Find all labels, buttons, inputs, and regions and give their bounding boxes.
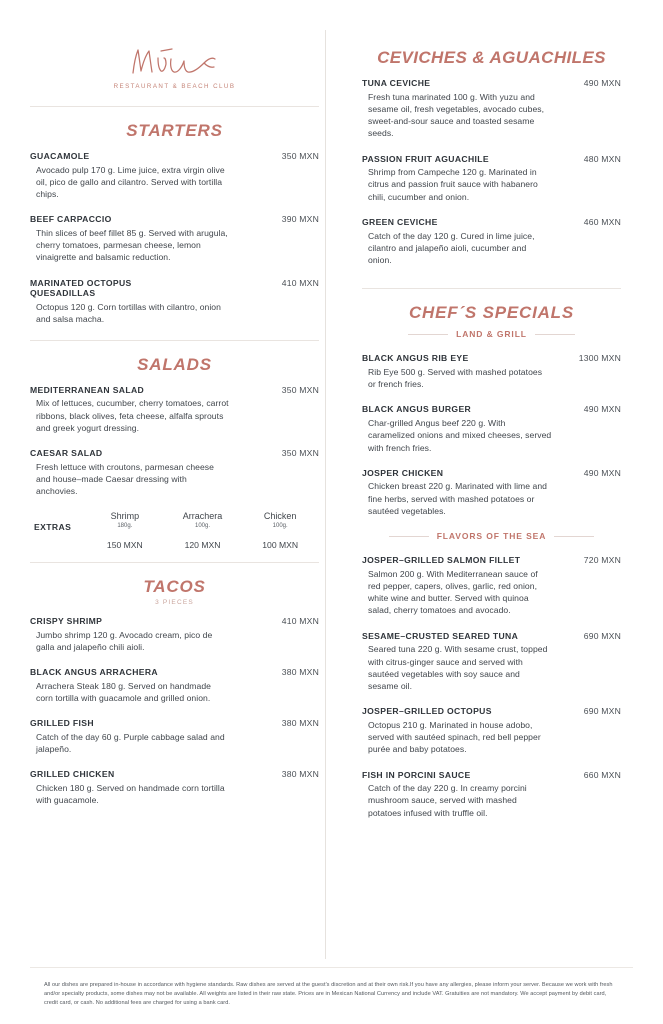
menu-item-name: JOSPER–GRILLED OCTOPUS	[362, 706, 492, 717]
extras-option-name: Shrimp	[110, 511, 140, 522]
menu-item	[362, 555, 621, 617]
menu-item-header	[362, 631, 621, 642]
extras-option-name: Arrachera	[182, 511, 223, 522]
section-header-chefs-specials	[362, 303, 621, 323]
menu-item-header	[30, 718, 319, 729]
menu-left-column	[30, 30, 325, 967]
rule-left	[408, 334, 448, 335]
menu-item-name: MARINATED OCTOPUS QUESADILLAS	[30, 277, 132, 299]
extras-option-price: 150 MXN	[106, 540, 143, 551]
menu-item	[30, 667, 319, 704]
menu-item-name: FISH IN PORCINI SAUCE	[362, 769, 471, 780]
menu-item	[30, 385, 319, 434]
menu-item	[362, 154, 621, 203]
menu-item-price: 490 MXN	[583, 467, 621, 478]
menu-item-description: Jumbo shrimp 120 g. Avocado cream, pico de galla and jalapeño chili aioli.	[36, 629, 213, 652]
brand-tagline: RESTAURANT & BEACH CLUB	[113, 83, 236, 90]
menu-item-description: Octopus 210 g. Marinated in house adobo, served with sautéed spinach, red bell pepper purée and baby potatoes.	[368, 719, 541, 755]
menu-item-price: 380 MXN	[281, 718, 319, 729]
divider	[362, 288, 621, 289]
menu-item-name: JOSPER CHICKEN	[362, 467, 444, 478]
menu-item-name: SESAME–CRUSTED SEARED TUNA	[362, 630, 519, 641]
subsection-header-land-and-grill	[362, 329, 621, 339]
subsection-label: LAND & GRILL	[456, 329, 527, 340]
extras-option-name: Chicken	[263, 511, 297, 522]
menu-item	[362, 217, 621, 266]
menu-item-header	[30, 278, 319, 299]
rule-left	[389, 536, 429, 537]
extras-option-weight: 180g.	[117, 523, 133, 530]
menu-item-description: Fresh tuna marinated 100 g. With yuzu and sesame oil, fresh vegetables, avocado cubes, sweet-and-sour sauce and toasted sesame seeds.	[368, 91, 545, 139]
divider	[30, 106, 319, 107]
menu-item-name: PASSION FRUIT AGUACHILE	[362, 153, 489, 164]
divider	[30, 562, 319, 563]
menu-item-header	[362, 468, 621, 479]
section-title: CEVICHES & AGUACHILES	[377, 48, 606, 67]
menu-item-header	[362, 78, 621, 89]
brand-logo-block	[30, 30, 319, 94]
menu-item-header	[362, 706, 621, 717]
section-header-salads	[30, 355, 319, 375]
section-title: TACOS	[143, 577, 206, 597]
menu-item-description: Catch of the day 220 g. In creamy porcini mushroom sauce, served with mashed potatoes infused with truffle oil.	[368, 783, 527, 818]
extras-option-price: 100 MXN	[262, 540, 299, 551]
footer-disclaimer: All our dishes are prepared in-house in accordance with hygiene standards. Raw dishes are served at the guest's discretion and at their own risk.If you have any allergies, please inform your server. Because we work with fresh and/or specialty products, some dishes may not be available. All weights are listed in their raw state. Prices are in Mexican National Currency and include VAT. Gratuities are not mandatory. We accept payment by debit card, credit card, or cash. No additional fees are charged for using a bank card.	[44, 981, 613, 1006]
menu-item-description: Rib Eye 500 g. Served with mashed potatoes or french fries.	[368, 366, 543, 390]
menu-item-description: Salmon 200 g. With Mediterranean sauce of red pepper, capers, olives, garlic, red onion, white wine and butter. Served with quinoa salad, cherry tomatoes and avocado.	[368, 568, 538, 616]
menu-item-header	[362, 217, 621, 228]
menu-right-column	[326, 30, 621, 967]
menu-item-price: 660 MXN	[583, 769, 621, 780]
section-header-starters	[30, 121, 319, 141]
menu-item-price: 460 MXN	[583, 216, 621, 227]
menu-item-price: 380 MXN	[281, 769, 319, 780]
menu-item-header	[30, 448, 319, 459]
extras-option-price: 120 MXN	[184, 540, 221, 551]
menu-item-header	[362, 404, 621, 415]
menu-item-name: BLACK ANGUS BURGER	[362, 404, 472, 415]
section-title: STARTERS	[126, 121, 223, 140]
menu-item-name: GRILLED FISH	[30, 718, 94, 729]
section-subtitle: 3 PIECES	[155, 599, 194, 607]
menu-item	[362, 770, 621, 819]
menu-item-price: 690 MXN	[583, 706, 621, 717]
menu-item-price: 480 MXN	[583, 153, 621, 164]
menu-item-price: 350 MXN	[281, 151, 319, 161]
menu-item	[362, 631, 621, 693]
menu-item	[362, 468, 621, 517]
menu-item-name: GREEN CEVICHE	[362, 216, 438, 227]
extras-option-weight: 100g.	[195, 523, 211, 530]
menu-footer	[0, 967, 663, 1024]
rule-right	[535, 334, 575, 335]
menu-item	[30, 616, 319, 653]
subsection-header-flavors-of-the-sea	[362, 531, 621, 541]
menu-item-description: Mix of lettuces, cucumber, cherry tomatoes, carrot ribbons, black olives, feta cheese, alfalfa sprouts and greek yogurt dressing.	[36, 398, 229, 433]
menu-item-description: Char-grilled Angus beef 220 g. With caramelized onions and mixed cheeses, served with french fries.	[368, 418, 552, 453]
extras-option	[86, 511, 164, 550]
menu-item-header	[30, 214, 319, 225]
menu-item-name: JOSPER–GRILLED SALMON FILLET	[362, 555, 521, 566]
menu-item	[362, 78, 621, 140]
menu-item-description: Thin slices of beef fillet 85 g. Served with arugula, cherry tomatoes, parmesan cheese, lemon vinaigrette and balsamic reduction.	[36, 228, 228, 263]
menu-item-description: Octopus 120 g. Corn tortillas with cilantro, onion and salsa macha.	[36, 302, 221, 325]
menu-item-description: Arrachera Steak 180 g. Served on handmade corn tortilla with guacamole and grilled onion.	[36, 680, 211, 704]
section-title: CHEF´S SPECIALS	[408, 303, 575, 323]
menu-item-header	[30, 769, 319, 780]
menu-item-name: GRILLED CHICKEN	[30, 769, 115, 780]
extras-option	[164, 511, 242, 550]
menu-item-price: 490 MXN	[583, 78, 621, 88]
menu-item-header	[30, 616, 319, 627]
menu-item-header	[362, 154, 621, 165]
subsection-label: FLAVORS OF THE SEA	[436, 531, 547, 542]
menu-item	[30, 718, 319, 755]
menu-item-name: MEDITERRANEAN SALAD	[30, 384, 145, 395]
extras-options	[86, 511, 319, 550]
menu-item-header	[362, 770, 621, 781]
section-header-tacos	[30, 577, 319, 606]
menu-item	[362, 404, 621, 453]
menu-item-price: 1300 MXN	[578, 353, 621, 364]
menu-item-name: CAESAR SALAD	[30, 447, 103, 458]
menu-item-description: Catch of the day 60 g. Purple cabbage salad and jalapeño.	[36, 732, 225, 755]
extras-table	[30, 511, 319, 550]
menu-item-description: Fresh lettuce with croutons, parmesan cheese and house–made Caesar dressing with anchovies.	[36, 461, 214, 497]
menu-item-name: BEEF CARPACCIO	[30, 214, 112, 225]
rule-right	[554, 536, 594, 537]
menu-item-price: 350 MXN	[281, 447, 319, 458]
extras-label: EXTRAS	[34, 522, 72, 533]
menu-item-header	[362, 353, 621, 364]
section-header-ceviches	[362, 48, 621, 68]
menu-item-name: CRISPY SHRIMP	[30, 616, 103, 627]
menu-item	[30, 214, 319, 263]
menu-item	[362, 706, 621, 755]
menu-item-header	[362, 555, 621, 566]
menu-item-header	[30, 667, 319, 678]
menu-item-price: 410 MXN	[281, 616, 319, 627]
menu-item-description: Avocado pulp 170 g. Lime juice, extra virgin olive oil, pico de gallo and cilantro. Served with tortilla chips.	[36, 164, 225, 200]
menu-item	[30, 769, 319, 806]
menu-item-description: Seared tuna 220 g. With sesame crust, topped with citrus-ginger sauce and served with sautéed vegetables with soy sauce and sesame oil.	[368, 644, 548, 691]
menu-item-description: Shrimp from Campeche 120 g. Marinated in citrus and passion fruit sauce with habanero chili, cucumber and onion.	[368, 167, 538, 202]
menu-item-name: TUNA CEVICHE	[362, 78, 431, 88]
menu-item	[30, 448, 319, 497]
menu-item-price: 720 MXN	[583, 555, 621, 566]
menu-item-header	[30, 151, 319, 162]
extras-option	[241, 511, 319, 550]
menu-item-price: 690 MXN	[583, 630, 621, 641]
extras-option-weight: 100g.	[272, 523, 288, 530]
menu-item-price: 390 MXN	[281, 214, 319, 225]
menu-item-description: Catch of the day 120 g. Cured in lime juice, cilantro and jalapeño aioli, cucumber and onion.	[368, 230, 535, 266]
menu-item-description: Chicken 180 g. Served on handmade corn tortilla with guacamole.	[36, 783, 225, 806]
menu-item	[30, 278, 319, 326]
menu-item-name: GUACAMOLE	[30, 151, 90, 161]
section-title: SALADS	[137, 354, 212, 374]
menu-item-name: BLACK ANGUS RIB EYE	[362, 353, 469, 364]
menu-item-price: 380 MXN	[281, 667, 319, 678]
menu-item-header	[30, 385, 319, 396]
menu-item-price: 490 MXN	[583, 404, 621, 415]
menu-item-price: 350 MXN	[281, 384, 319, 395]
mia-script-logo-icon	[125, 42, 225, 80]
divider	[30, 340, 319, 341]
footer-divider	[30, 967, 633, 968]
menu-item-name: BLACK ANGUS ARRACHERA	[30, 667, 158, 678]
menu-item	[362, 353, 621, 390]
menu-item-description: Chicken breast 220 g. Marinated with lime and fine herbs, served with mashed potatoes or sautéed vegetables.	[368, 481, 547, 516]
menu-item-price: 410 MXN	[281, 277, 319, 288]
menu-item	[30, 151, 319, 200]
